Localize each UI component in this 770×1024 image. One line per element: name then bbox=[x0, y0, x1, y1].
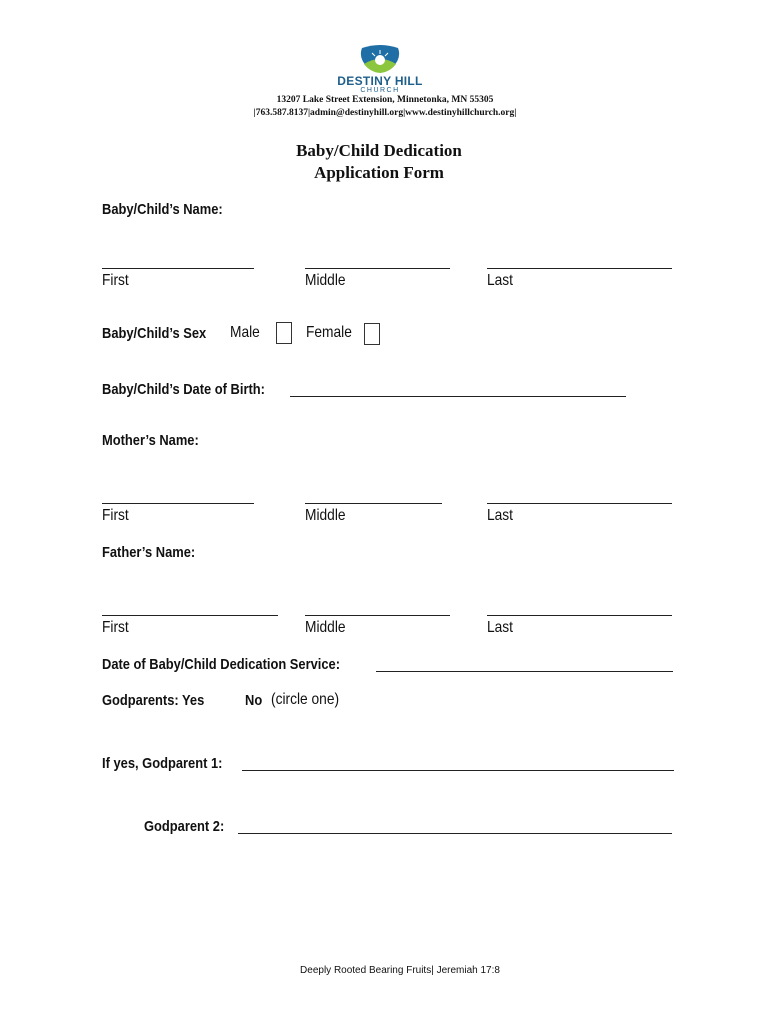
father-middle-caption: Middle bbox=[305, 619, 346, 636]
father-last-caption: Last bbox=[487, 619, 514, 636]
godparent2-field[interactable] bbox=[238, 833, 672, 834]
female-checkbox[interactable] bbox=[364, 323, 380, 345]
father-middle-name-field[interactable] bbox=[305, 615, 450, 616]
father-name-label: Father’s Name: bbox=[102, 544, 196, 561]
father-last-name-field[interactable] bbox=[487, 615, 672, 616]
dob-field[interactable] bbox=[290, 396, 626, 397]
church-sub: CHURCH bbox=[360, 87, 400, 94]
circle-one-note: (circle one) bbox=[271, 691, 340, 708]
footer-motto: Deeply Rooted Bearing Fruits| Jeremiah 17:8 bbox=[300, 965, 500, 976]
dedication-date-label: Date of Baby/Child Dedication Service: bbox=[102, 656, 340, 673]
mother-first-caption: First bbox=[102, 507, 129, 524]
dob-label: Baby/Child’s Date of Birth: bbox=[102, 381, 265, 398]
contact-line: |763.587.8137|admin@destinyhill.org|www.destinyhillchurch.org| bbox=[253, 108, 517, 118]
child-sex-label: Baby/Child’s Sex bbox=[102, 325, 207, 342]
godparent1-label: If yes, Godparent 1: bbox=[102, 755, 223, 772]
child-name-label: Baby/Child’s Name: bbox=[102, 201, 223, 218]
mother-first-name-field[interactable] bbox=[102, 503, 254, 504]
dedication-date-field[interactable] bbox=[376, 671, 673, 672]
mother-middle-name-field[interactable] bbox=[305, 503, 442, 504]
child-last-name-field[interactable] bbox=[487, 268, 672, 269]
address-line: 13207 Lake Street Extension, Minnetonka, MN 55305 bbox=[276, 95, 494, 105]
mother-last-name-field[interactable] bbox=[487, 503, 672, 504]
child-first-caption: First bbox=[102, 272, 129, 289]
mother-last-caption: Last bbox=[487, 507, 514, 524]
church-name: DESTINY HILL bbox=[337, 74, 423, 88]
child-first-name-field[interactable] bbox=[102, 268, 254, 269]
child-last-caption: Last bbox=[487, 272, 514, 289]
father-first-caption: First bbox=[102, 619, 129, 636]
godparent2-label: Godparent 2: bbox=[144, 818, 225, 835]
male-checkbox[interactable] bbox=[276, 322, 292, 344]
mother-name-label: Mother’s Name: bbox=[102, 432, 199, 449]
child-middle-name-field[interactable] bbox=[305, 268, 450, 269]
godparents-yes-option[interactable]: Godparents: Yes bbox=[102, 692, 205, 709]
form-title-line2: Application Form bbox=[314, 163, 444, 182]
mother-middle-caption: Middle bbox=[305, 507, 346, 524]
father-first-name-field[interactable] bbox=[102, 615, 278, 616]
child-middle-caption: Middle bbox=[305, 272, 346, 289]
godparents-no-option[interactable]: No bbox=[245, 692, 263, 709]
female-label: Female bbox=[306, 324, 352, 341]
form-title-line1: Baby/Child Dedication bbox=[296, 141, 462, 160]
male-label: Male bbox=[230, 324, 260, 341]
godparent1-field[interactable] bbox=[242, 770, 674, 771]
